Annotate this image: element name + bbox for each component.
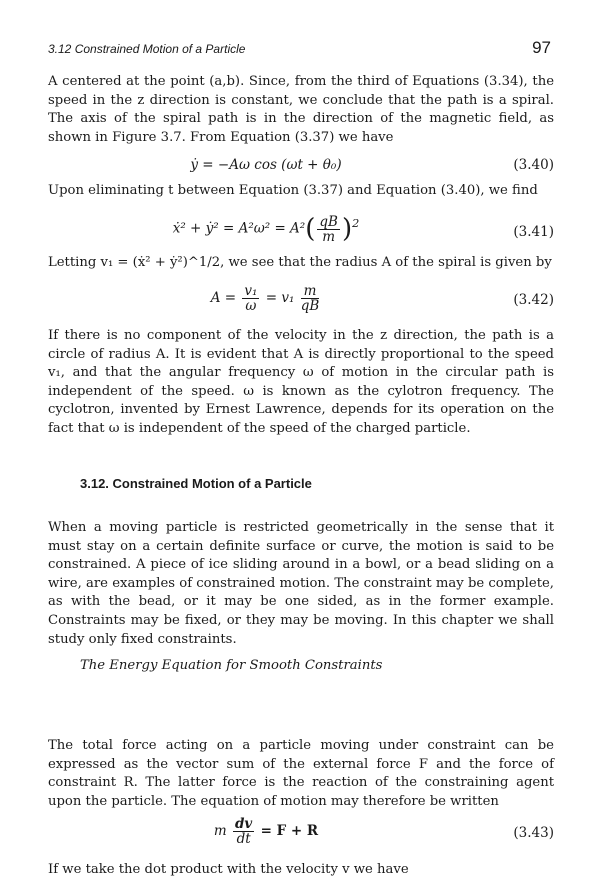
equation-3-43-number: (3.43) <box>513 825 554 841</box>
paragraph-radius-of-spiral: Letting v₁ = (ẋ² + ẏ²)^1/2, we see that the radius A of the spiral is given by <box>48 255 552 270</box>
equation-3-43-numerator: dv <box>234 816 253 832</box>
equation-3-42-middle: = v₁ <box>265 290 295 306</box>
paragraph-cyclotron-frequency: If there is no component of the velocity in the z direction, the path is a circle of radius A. It is evident that A is directly proportional to the speed v₁, and that the angular frequency ω of motion in the circular path is independent of the speed. ω is known as the cylotron frequency. The cyclotron, invented by Ernest Lawrence, depends for its operation on the fact that ω is independent of the speed of the charged particle. <box>48 328 554 436</box>
section-heading: 3.12. Constrained Motion of a Particle <box>80 476 312 491</box>
equation-3-43-mass: m <box>213 823 227 839</box>
equation-3-42-number: (3.42) <box>513 292 554 308</box>
equation-3-41-lhs: ẋ² + ẏ² = A²ω² = A² <box>172 220 306 237</box>
subsection-heading: The Energy Equation for Smooth Constraints <box>80 658 383 673</box>
equation-3-42-fraction1-numerator: v₁ <box>244 283 258 299</box>
paragraph-total-force: The total force acting on a particle moving under constraint can be expressed as the vector sum of the external force F and the force of constraint R. The latter force is the reaction of the constraining agent upon the particle. The equation of motion may therefore be written <box>48 738 554 809</box>
paragraph-dot-product: If we take the dot product with the velocity v we have <box>48 862 409 877</box>
equation-3-43-rhs: = F + R <box>260 823 319 839</box>
equation-3-41: ẋ² + ẏ² = A²ω² = A²( $\frac{qB}{m}$ )$^2$ (3.41) <box>172 213 554 245</box>
equation-3-42-fraction2-denominator: qB <box>300 298 320 314</box>
equation-3-40-expression: ẏ = −Aω cos (ωt + θ₀) <box>190 157 342 173</box>
equation-3-42-lhs: A = <box>210 290 237 306</box>
running-title: 3.12 Constrained Motion of a Particle <box>48 42 246 56</box>
equation-3-41-number: (3.41) <box>513 224 554 240</box>
equation-3-42-fraction2-numerator: m <box>301 284 320 299</box>
paragraph-constrained-motion: When a moving particle is restricted geometrically in the sense that it must stay on a certain definite surface or curve, the motion is said to be constrained. A piece of ice sliding around in a bowl, or a bead sliding on a wire, are examples of constrained motion. The constraint may be complete, as with the bead, or it may be one sided, as in the former example. Constraints may be fixed, or they may be moving. In this chapter we shall study only fixed constraints. <box>48 520 554 647</box>
equation-3-42 <box>48 282 554 318</box>
equation-3-43 <box>48 817 554 853</box>
equation-3-42-fraction1-denominator: ω <box>245 298 257 314</box>
equation-3-41-denominator: m <box>322 228 336 245</box>
equation-3-40 <box>48 157 554 179</box>
paragraph-eliminating-t: Upon eliminating t between Equation (3.37) and Equation (3.40), we find <box>48 183 538 198</box>
equation-3-40-number: (3.40) <box>513 157 554 173</box>
equation-3-41-numerator: qB <box>319 213 338 230</box>
running-head <box>48 40 551 60</box>
equation-3-43-denominator: dt <box>236 831 251 847</box>
paragraph-spiral-path: A centered at the point (a,b). Since, from the third of Equations (3.34), the speed in the z direction is constant, we conclude that the path is a spiral. The axis of the spiral path is in the direction of the magnetic field, as shown in Figure 3.7. From Equation (3.37) we have <box>48 74 554 145</box>
page-number: 97 <box>532 38 551 57</box>
equation-3-41-exponent: 2 <box>352 217 360 230</box>
